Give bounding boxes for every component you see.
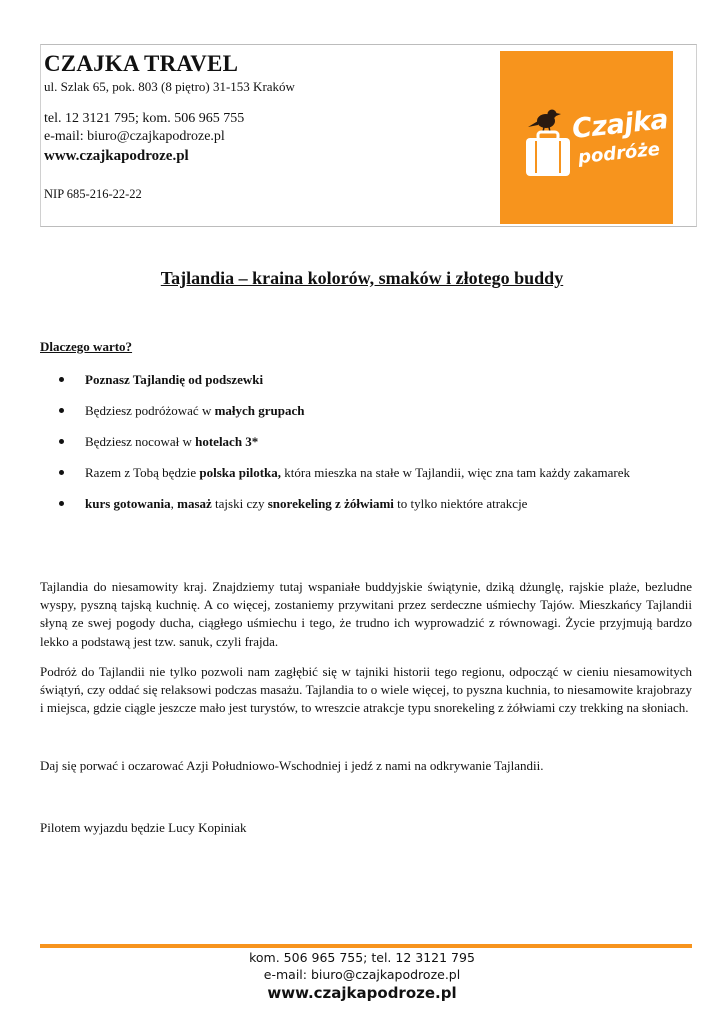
- list-item-emphasis: kurs gotowania: [85, 496, 171, 511]
- list-item-emphasis: polska pilotka,: [199, 465, 282, 480]
- list-item-text: Będziesz nocował w: [85, 434, 196, 449]
- company-nip: NIP 685-216-22-22: [44, 187, 142, 201]
- section-heading: Dlaczego warto?: [40, 339, 133, 354]
- list-item: [40, 495, 692, 513]
- footer-divider: [40, 944, 692, 948]
- list-item-emphasis: masaż: [177, 496, 212, 511]
- list-item-text: Poznasz Tajlandię od podszewki: [85, 372, 264, 387]
- body-paragraph-invitation: Daj się porwać i oczarować Azji Południowo-Wschodniej i jedź z nami na odkrywanie Tajlandii.: [40, 758, 544, 773]
- bullet-icon: [59, 408, 64, 413]
- pilot-info: Pilotem wyjazdu będzie Lucy Kopiniak: [40, 820, 247, 835]
- footer-website[interactable]: www.czajkapodroze.pl: [267, 984, 457, 1002]
- list-item-text: Będziesz podróżować w: [85, 403, 215, 418]
- list-item-text: ,: [170, 496, 178, 511]
- company-email: e-mail: biuro@czajkapodroze.pl: [44, 129, 225, 144]
- bullet-icon: [59, 470, 64, 475]
- logo-text-primary: Czajka: [570, 104, 670, 145]
- list-item: [40, 433, 692, 451]
- list-item: [40, 402, 692, 420]
- bullet-icon: [59, 377, 64, 382]
- footer-phone: kom. 506 965 755; tel. 12 3121 795: [249, 950, 475, 965]
- list-item-emphasis: małych grupach: [214, 403, 305, 418]
- footer-email: e-mail: biuro@czajkapodroze.pl: [263, 967, 461, 982]
- company-name: CZAJKA TRAVEL: [44, 51, 239, 76]
- company-website[interactable]: www.czajkapodroze.pl: [44, 148, 189, 164]
- list-item: [40, 371, 692, 389]
- letterhead: [40, 44, 697, 227]
- list-item-text: Razem z Tobą będzie: [85, 465, 200, 480]
- list-item-text: tajski czy: [211, 496, 268, 511]
- company-logo: [500, 51, 673, 224]
- bullet-icon: [59, 501, 64, 506]
- company-address: ul. Szlak 65, pok. 803 (8 piętro) 31-153 Kraków: [44, 79, 295, 94]
- body-paragraph-details: Podróż do Tajlandii nie tylko pozwoli nam zagłębić się w tajniki historii tego regionu, odpocząć w cieniu niesamowitych świątyń, czy oddać się relaksowi podczas masażu. Tajlandia to o wiele więcej, to pyszna kuchnia, to niesamowite krajobrazy i miejsca, gdzie ciągle jeszcze mało jest turystów, to wreszcie atrakcje typu snorekeling z żółwiami czy trekking na słoniach.: [40, 664, 692, 716]
- bullet-icon: [59, 439, 64, 444]
- list-item-emphasis: hotelach 3*: [195, 434, 259, 449]
- list-item: [40, 464, 692, 482]
- list-item-text: to tylko niektóre atrakcje: [393, 496, 528, 511]
- list-item-emphasis: snorekeling z żółwiami: [267, 496, 394, 511]
- list-item-text: która mieszka na stałe w Tajlandii, więc zna tam każdy zakamarek: [281, 465, 630, 480]
- page-title: Tajlandia – kraina kolorów, smaków i złotego buddy: [160, 268, 564, 288]
- logo-text-secondary: podróże: [577, 138, 661, 169]
- company-phone: tel. 12 3121 795; kom. 506 965 755: [44, 111, 245, 126]
- benefits-list: [40, 371, 692, 513]
- body-paragraph-intro: Tajlandia do niesamowity kraj. Znajdziemy tutaj wspaniałe buddyjskie świątynie, dziką dżunglę, rajskie plaże, bezludne wyspy, pyszną tajską kuchnię. A co więcej, zostaniemy przywitani przez serdeczne uśmiechy Tajów. Mieszkańcy Tajlandii słyną ze swej pogody ducha, ciągłego uśmiechu i tego, że trudno ich wyprowadzić z równowagi. Życie przyjmują bardzo lekko a podstawą jest tzw. sanuk, czyli frajda.: [40, 579, 692, 649]
